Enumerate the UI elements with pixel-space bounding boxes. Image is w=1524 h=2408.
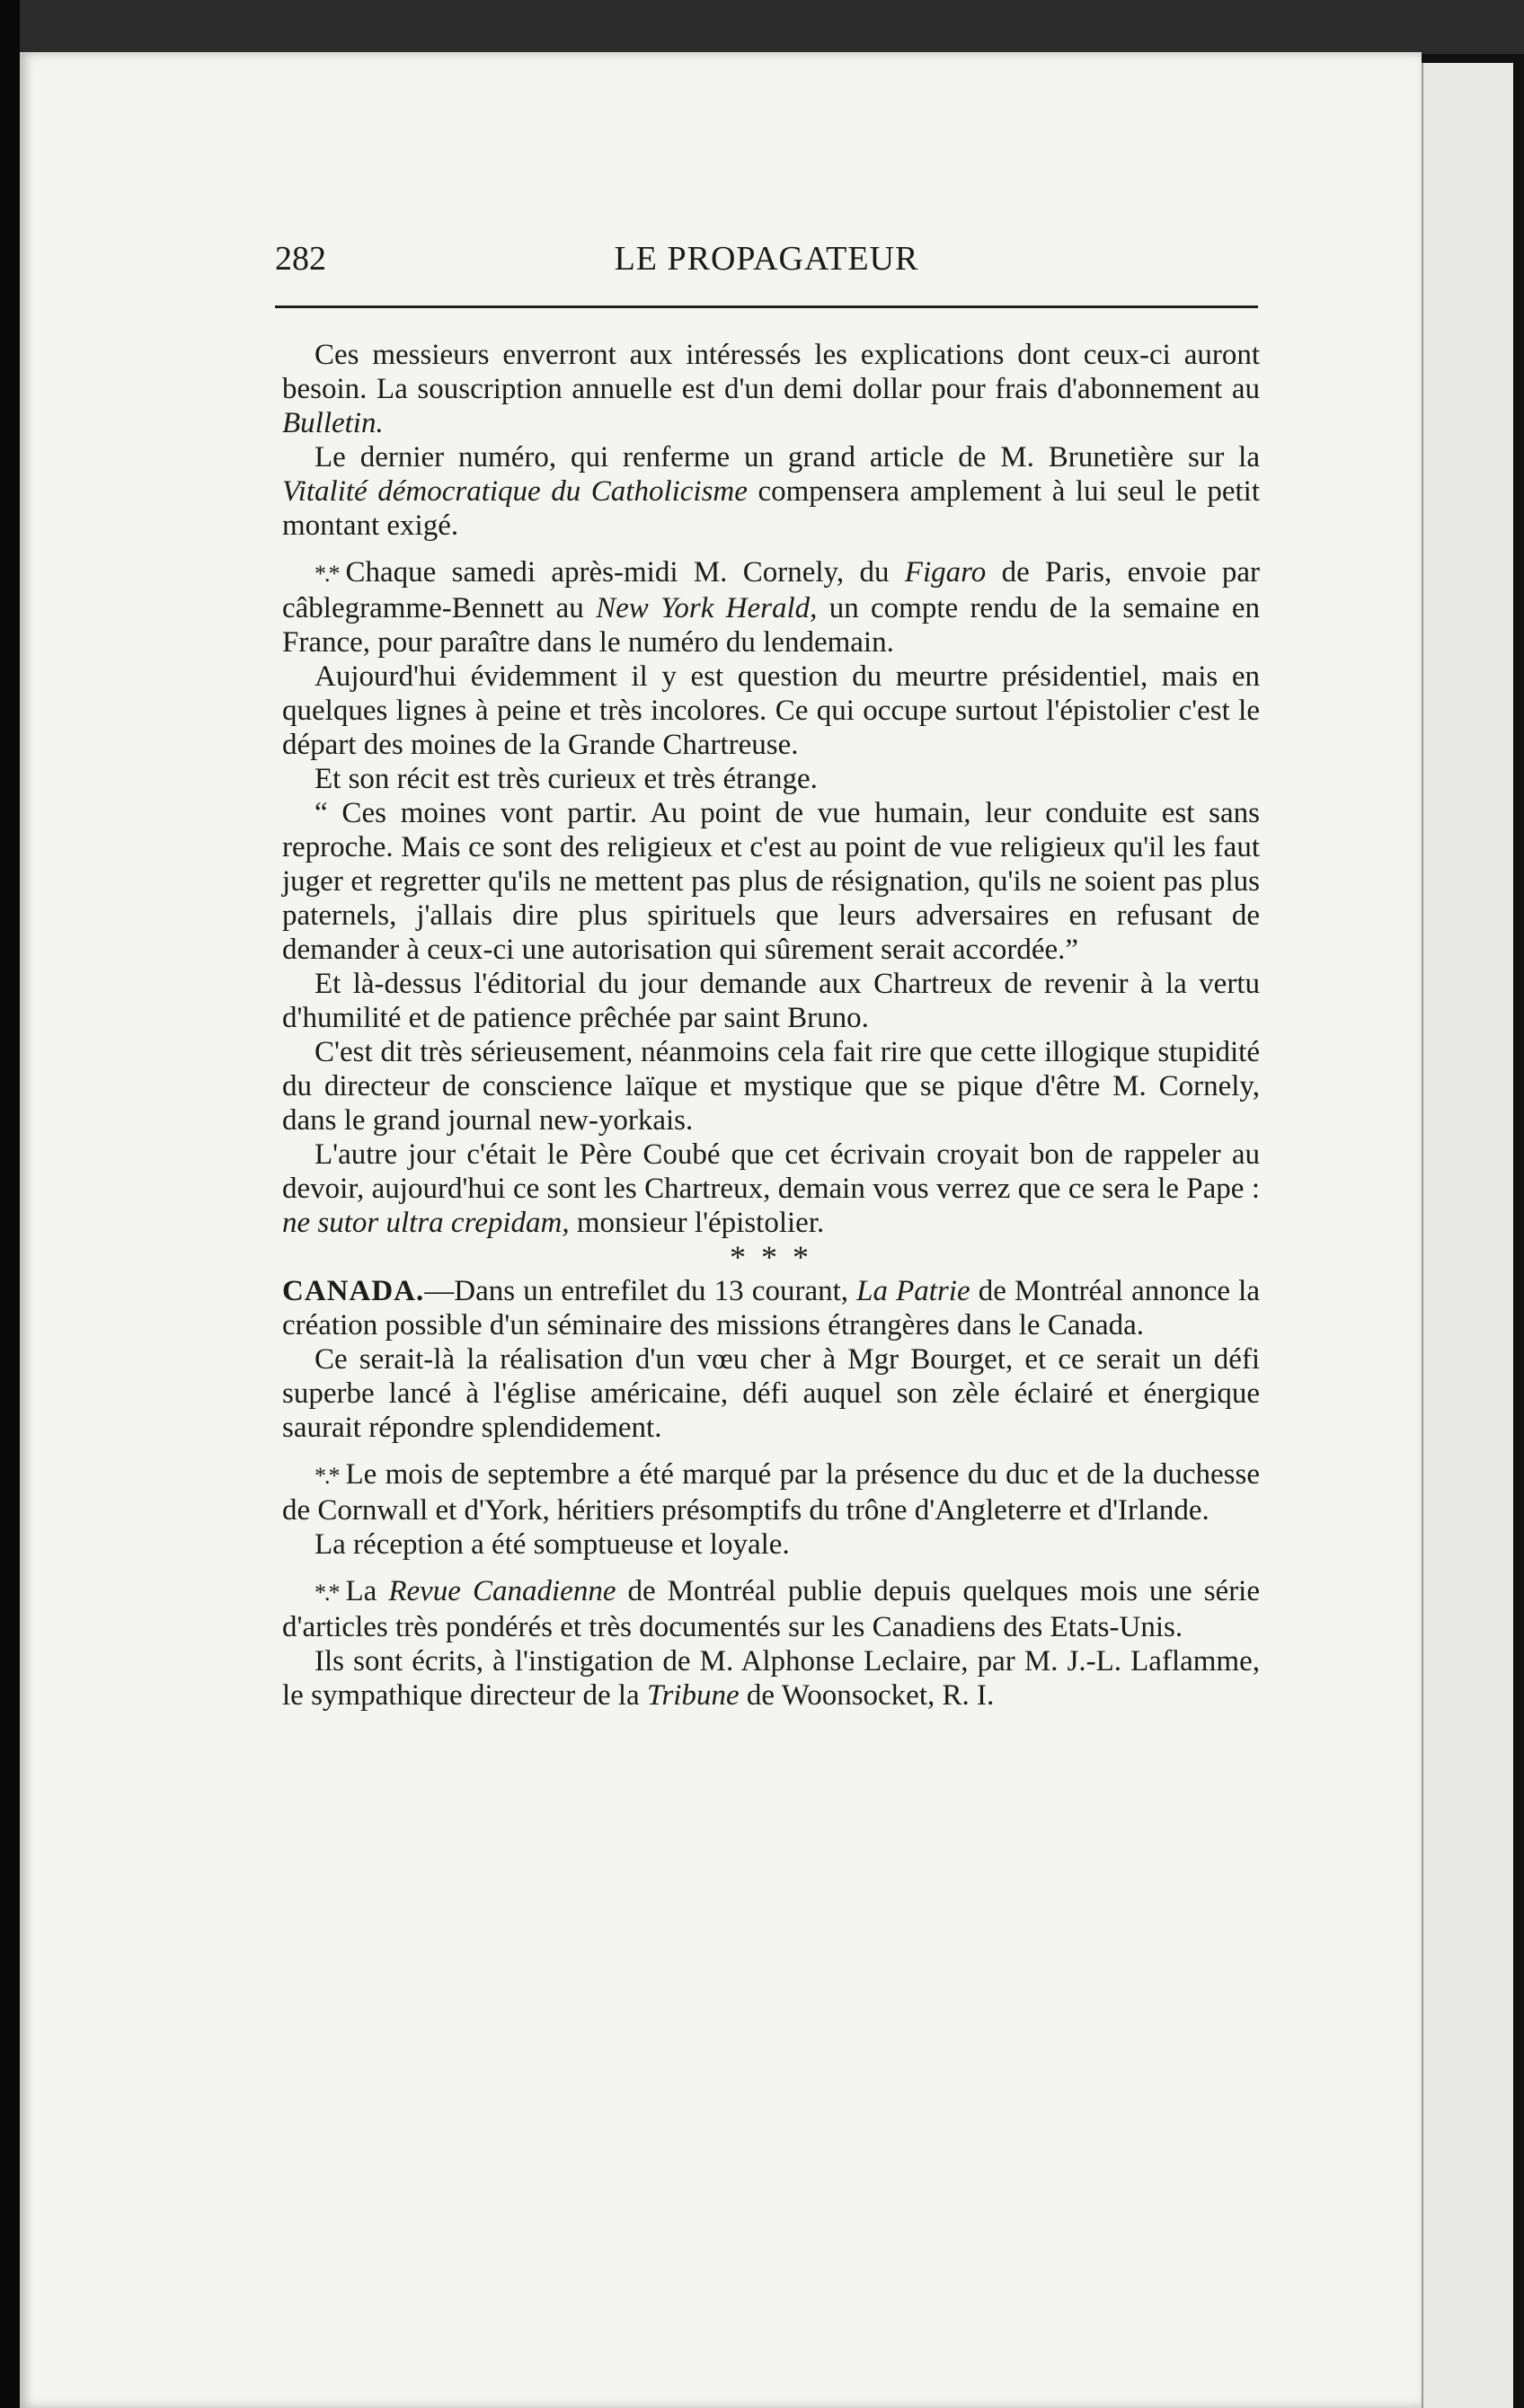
- scan-background-left: [0, 0, 20, 2408]
- asterism-separator: * * *: [730, 1239, 812, 1275]
- paragraph: [282, 1574, 1260, 1644]
- text-run: —Dans un entrefilet du 13 courant,: [424, 1275, 857, 1307]
- paragraph: [282, 1274, 1260, 1342]
- text-run: un compte rendu de la semaine en France, pour paraître dans le numéro du lendemain.: [282, 592, 1260, 659]
- text-run: Et son récit est très curieux et très étrange.: [315, 763, 818, 795]
- italic-text: Revue Canadienne: [388, 1575, 616, 1607]
- scan-background-top: [0, 0, 1524, 54]
- paragraph: [282, 967, 1260, 1035]
- italic-text: Vitalité démocratique du Catholicisme: [282, 475, 748, 508]
- text-run: “ Ces moines vont partir. Au point de vue humain, leur conduite est sans reproche. Mais ce sont des religieux et c'est au point de vue religieux qu'il les faut juger et regretter qu'ils ne mettent pas plus de résignation, qu'ils ne soient pas plus paternels, j'allais dire plus spirituels que leurs adversaires en refusant de demander à ceux-ci une autorisation qui sûrement serait accordée.”: [282, 797, 1260, 966]
- page-header: [275, 232, 1258, 286]
- text-run: La réception a été somptueuse et loyale.: [315, 1528, 790, 1561]
- paragraph: [282, 1138, 1260, 1240]
- italic-text: Bulletin.: [282, 407, 384, 439]
- text-run: L'autre jour c'était le Père Coubé que cet écrivain croyait bon de rappeler au devoir, aujourd'hui ce sont les Chartreux, demain vous verrez que ce sera le Pape :: [282, 1138, 1260, 1205]
- text-run: Le dernier numéro, qui renferme un grand article de M. Brunetière sur la: [315, 441, 1260, 474]
- text-run: Ces messieurs enverront aux intéressés les explications dont ceux-ci auront besoin. La souscription annuelle est d'un demi dollar pour frais d'abonnement au: [282, 339, 1260, 405]
- italic-text: New York Herald,: [596, 592, 818, 624]
- section-france: [282, 338, 1260, 1240]
- text-run: Le mois de septembre a été marqué par la présence du duc et de la duchesse de Cornwall et d'York, héritiers présomptifs du trône d'Angleterre et d'Irlande.: [282, 1458, 1260, 1527]
- section-heading-canada: CANADA.: [282, 1275, 425, 1307]
- text-run: monsieur l'épistolier.: [569, 1207, 825, 1239]
- text-run: Aujourd'hui évidemment il y est question du meurtre présidentiel, mais en quelques lignes à peine et très incolores. Ce qui occupe surtout l'épistolier c'est le départ des moines de la Grande Chartreuse.: [282, 660, 1260, 761]
- paragraph: [282, 1342, 1260, 1445]
- paragraph: [282, 660, 1260, 762]
- article-body: [282, 338, 1260, 1713]
- text-run: Ils sont écrits, à l'instigation de M. Alphonse Leclaire, par M. J.-L. Laflamme, le sympathique directeur de la: [282, 1645, 1260, 1712]
- asterism-marker: *.*: [315, 561, 339, 587]
- paragraph: [282, 555, 1260, 660]
- text-run: Chaque samedi après-midi M. Cornely, du: [345, 556, 905, 589]
- text-run: C'est dit très sérieusement, néanmoins cela fait rire que cette illogique stupidité du directeur de conscience laïque et mystique que se pique d'être M. Cornely, dans le grand journal new-yorkais.: [282, 1036, 1260, 1137]
- text-run: compensera amplement à lui seul le petit montant exigé.: [282, 475, 1260, 542]
- paragraph: [282, 1644, 1260, 1713]
- paragraph: [282, 796, 1260, 967]
- text-run: de Montréal publie depuis quelques mois une série d'articles très pondérés et très documentés sur les Canadiens des Etats-Unis.: [282, 1575, 1260, 1643]
- paragraph: [282, 1527, 1260, 1562]
- asterism-marker: *.*: [315, 1580, 339, 1606]
- paragraph: [282, 1457, 1260, 1527]
- italic-text: Tribune: [646, 1679, 740, 1712]
- paragraph: [282, 440, 1260, 543]
- running-title: LE PROPAGATEUR: [614, 240, 919, 278]
- paragraph: [282, 338, 1260, 440]
- text-run: de Woonsocket, R. I.: [739, 1679, 995, 1712]
- asterism-marker: *.*: [315, 1463, 339, 1489]
- text-run: de Montréal annonce la création possible d'un séminaire des missions étrangères dans le Canada.: [282, 1275, 1260, 1341]
- text-run: Et là-dessus l'éditorial du jour demande aux Chartreux de revenir à la vertu d'humilité et de patience prêchée par saint Bruno.: [282, 968, 1260, 1034]
- next-page-edge: [1422, 63, 1513, 2408]
- section-canada: [282, 1274, 1260, 1713]
- paragraph: [282, 1035, 1260, 1138]
- text-run: Ce serait-là la réalisation d'un vœu cher à Mgr Bourget, et ce serait un défi superbe lancé à l'église américaine, défi auquel son zèle éclairé et énergique saurait répondre splendidement.: [282, 1343, 1260, 1444]
- text-run: de Paris, envoie par câblegramme-Bennett au: [282, 556, 1260, 624]
- page-number: 282: [275, 240, 326, 278]
- italic-text: La Patrie: [856, 1275, 970, 1307]
- paragraph: [282, 762, 1260, 796]
- header-rule: [275, 305, 1258, 308]
- text-run: La: [345, 1575, 389, 1607]
- italic-text: Figaro: [904, 556, 987, 589]
- italic-text: ne sutor ultra crepidam,: [282, 1207, 570, 1239]
